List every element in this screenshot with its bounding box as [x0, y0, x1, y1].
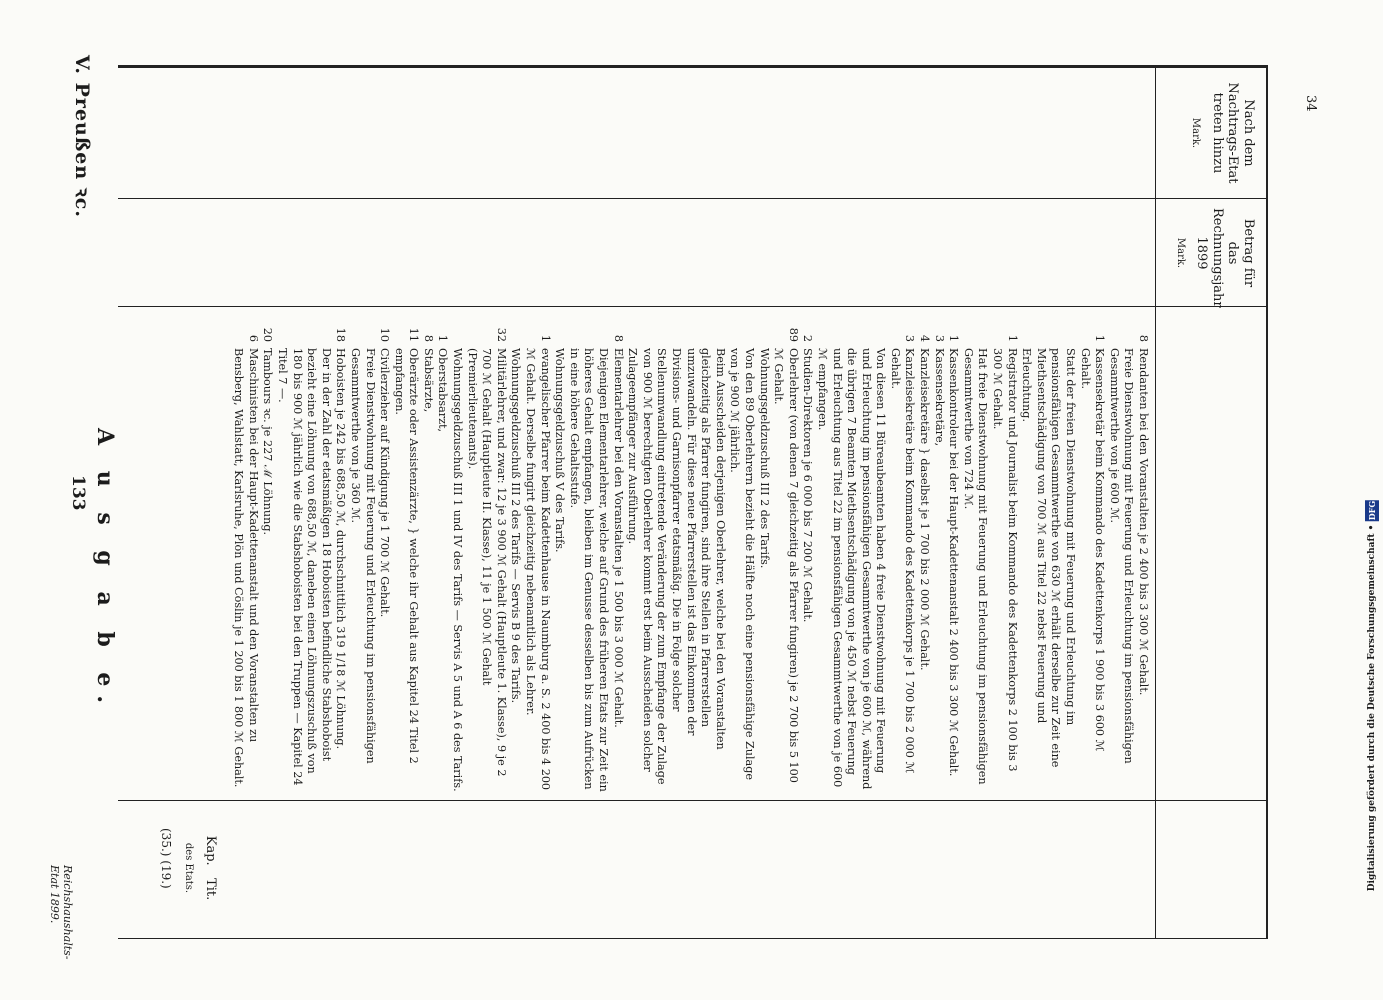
rotated-page — [46, 35, 1336, 965]
entry-line — [508, 316, 523, 794]
entry-quantity: 1 — [436, 334, 450, 342]
entry-line — [566, 316, 610, 794]
entry-quantity — [960, 316, 989, 348]
entry-text: Kanzleisekretäre beim Kommando des Kadettenkorps je 1 700 bis 2 000 ℳ Gehalt. — [888, 348, 917, 774]
entry-quantity: 20 — [261, 327, 275, 342]
entry-quantity — [1106, 316, 1135, 348]
entry-text: Militärlehrer, und zwar: 12 je 3 900 ℳ Gehalt (Hauptleute 1. Klasse), 9 je 2 700 ℳ Gehalt (Hauptleute II. Klasse), 11 je 1 500 ℳ Gehalt (Premierlieutenants). — [465, 348, 508, 777]
entry-quantity: 6 — [246, 334, 260, 342]
entry-text: Wohnungsgeldzuschuß III 1 und IV des Tarifs — Servis A 5 und A 6 des Tarifs. — [451, 348, 465, 792]
entry-text: Elementarlehrer bei den Voranstalten je 1 500 bis 3 000 ℳ Gehalt. — [611, 348, 625, 728]
entry-quantity — [274, 316, 332, 348]
entry-line — [377, 316, 392, 794]
entry-list — [130, 316, 1150, 794]
entry-line — [1077, 316, 1106, 794]
entry-quantity — [1019, 316, 1077, 348]
entry-line — [1106, 316, 1135, 794]
budget-table — [92, 65, 1268, 939]
entry-quantity — [450, 316, 465, 348]
entry-line — [1135, 316, 1150, 794]
section-header: V. Preußen ꝛc. — [71, 55, 93, 218]
entry-line — [347, 316, 376, 794]
entry-text: Der in der Zahl der etatsmäßigen 18 Hoboisten befindliche Stabshoboist bezieht eine Löhnung von 688,50 ℳ, daneben einen Löhnungszuschuß von 180 bis 900 ℳ jährlich wie die Stabshoboisten bei den Truppen — Kapitel 24 Titel 7 —. — [275, 348, 333, 786]
kap-tit-header: Kap. Tit. des Etats. — [183, 835, 218, 901]
entry-quantity: 8 — [611, 334, 625, 342]
entry-quantity: 32 — [494, 327, 508, 342]
entry-quantity: 3 — [903, 334, 917, 342]
entry-quantity: 1 — [538, 334, 552, 342]
entry-line — [960, 316, 989, 794]
entry-quantity: 10 — [378, 327, 392, 342]
ausgabe-title: A u s g a b e. — [92, 428, 118, 713]
entry-line — [610, 316, 625, 794]
entry-line — [420, 316, 435, 794]
entry-line — [814, 316, 887, 794]
entry-text: Wohnungsgeldzuschuß III 2 des Tarifs — Servis B 9 des Tarifs. — [509, 348, 523, 704]
entry-quantity — [347, 316, 376, 348]
entry-text: Kassenkontroleur bei der Haupt-Kadettenanstalt 2 400 bis 3 300 ℳ Gehalt. — [947, 348, 961, 777]
entry-line — [989, 316, 1018, 794]
entry-line — [1019, 316, 1077, 794]
entry-line — [231, 316, 260, 794]
entry-line — [333, 316, 348, 794]
entry-quantity: 2 — [801, 334, 815, 342]
entry-text: Diejenigen Elementarlehrer, welche auf Grund des früheren Etats zur Zeit ein höheres Gehalt empfangen, bleiben im Genusse desselben bis zum Aufrücken in eine höhere Gehaltsstufe. — [567, 348, 611, 792]
entry-text: Wohnungsgeldzuschuß III 2 des Tarifs. — [757, 348, 771, 569]
entry-text: Tambours ꝛc. je 227 ℳ Löhnung. — [261, 348, 275, 536]
entry-text: Registrator und Journalist beim Kommando des Kadettenkorps 2 100 bis 3 300 ℳ Gehalt. — [991, 348, 1019, 772]
entry-quantity: 89 — [786, 327, 800, 342]
entry-text: Kanzleisekretäre } daselbst je 1 700 bis 2 000 ℳ Gehalt. — [918, 348, 932, 671]
page-number: 133 — [68, 475, 88, 511]
entry-text: Civilerzieher auf Kündigung je 1 700 ℳ Gehalt. — [378, 348, 392, 618]
entry-quantity — [508, 316, 523, 348]
entry-line — [887, 316, 916, 794]
entry-text: Rendanten bei den Voranstalten je 2 400 bis 3 300 ℳ Gehalt. — [1137, 348, 1150, 696]
entry-line — [800, 316, 815, 794]
entry-line — [391, 316, 420, 794]
footer-page-number: 34 — [1303, 95, 1318, 112]
kap-tit-value: (35.) (19.) — [159, 828, 173, 889]
entry-line — [435, 316, 450, 794]
dfg-logo: DFG — [1367, 501, 1377, 521]
entry-quantity: 1 — [947, 334, 961, 342]
entry-text: Von den 89 Oberlehrern bezieht die Hälfte noch eine pensionsfähige Zulage von je 900 ℳ jährlich. — [728, 348, 756, 781]
entry-text: Hat freie Dienstwohnung mit Feuerung und Erleuchtung im pensionsfähigen Gesammtwerthe von 724 ℳ. — [961, 348, 990, 785]
entry-quantity — [727, 316, 756, 348]
footer-title: Reichshaushalts-Etat 1899. — [48, 865, 74, 960]
entry-quantity: 1 — [1093, 334, 1107, 342]
entry-text: Oberlehrer (von denen 7 gleichzeitig als Pfarrer fungiren) je 2 700 bis 5 100 ℳ Gehalt. — [772, 348, 800, 783]
entry-quantity — [552, 316, 567, 348]
entry-text: Studien-Direktoren je 6 000 bis 7 200 ℳ Gehalt. — [801, 348, 815, 623]
entry-quantity: 11 — [407, 327, 421, 342]
entry-text: Kassensekretäre, — [932, 348, 946, 447]
entry-line — [727, 316, 756, 794]
col-nachtrag-header: Nach dem Nachtrags-Etat treten hinzu Mark. — [1190, 82, 1256, 184]
entry-line — [771, 316, 800, 794]
digitization-note: Digitalisierung gefördert durch die Deutsche Forschungsgemeinschaft • DFG — [1367, 501, 1377, 892]
entry-text: Wohnungsgeldzuschuß V des Tarifs. — [553, 348, 567, 553]
entry-quantity: 18 — [334, 327, 348, 342]
entry-quantity — [566, 316, 610, 348]
entry-quantity: 1 — [1005, 334, 1019, 342]
entry-line — [931, 316, 946, 794]
entry-text: Oberärzte oder Assistenzärzte, } welche ihr Gehalt aus Kapitel 24 Titel 2 empfangen. — [392, 348, 421, 764]
entry-line — [464, 316, 508, 794]
entry-text: Statt der freien Dienstwohnung mit Feuerung und Erleuchtung im pensionsfähigen Gesammtwerthe von 630 ℳ erhält derselbe zur Zeit eine Miethsentschädigung von 700 ℳ aus Titel 22 nebst Feuerung und Erleuchtung. — [1020, 348, 1078, 768]
entry-line — [625, 316, 727, 794]
entry-quantity — [756, 316, 771, 348]
entry-quantity: 3 — [932, 334, 946, 342]
entry-text: Kassensekretär beim Kommando des Kadettenkorps 1 900 bis 3 600 ℳ Gehalt. — [1078, 348, 1107, 752]
entry-text: Von diesen 11 Büreaubeamten haben 4 freie Dienstwohnung mit Feuerung und Erleuchtung im pensionsfähigen Gesammtwerthe von je 600 ℳ, während die übrigen 7 Beamten Miethsentschädigung von je 450 ℳ nebst Feuerung und Erleuchtung aus Titel 22 im pensionsfähigen Gesammtwerthe von je 600 ℳ empfangen. — [815, 348, 888, 790]
entry-text: Freie Dienstwohnung mit Feuerung und Erleuchtung im pensionsfähigen Gesammtwerthe von je 600 ℳ. — [1107, 348, 1136, 764]
entry-text: evangelischer Pfarrer beim Kadettenhause in Naumburg a. S. 2 400 bis 4 200 ℳ Gehalt. Derselbe fungirt gleichzeitig nebenamtlich als Lehrer. — [524, 348, 552, 791]
entry-text: Beim Ausscheiden derjenigen Oberlehrer, welche bei den Voranstalten gleichzeitig als Pfarrer fungiren, sind ihre Stellen in Pfarrerstellen umzuwandeln. Für diese neue Pfarrerstellen ist das Einkommen der Divisions- und Garnisonpfarrer etatsmäßig. Die in Folge solcher Stellenumwandlung eintretende Veränderung der zum Empfange der Zulage von 900 ℳ berechtigten Oberlehrer kommt erst beim Ausscheiden solcher Zulageempfänger zur Ausführung. — [626, 348, 727, 785]
entry-line — [756, 316, 771, 794]
entry-text: Hoboisten je 242 bis 688,50 ℳ, durchschnittlich 319 1/18 ℳ Löhnung. — [334, 348, 348, 750]
entry-quantity — [625, 316, 727, 348]
entry-quantity: 8 — [1137, 334, 1150, 342]
entry-quantity: 4 — [918, 334, 932, 342]
entry-line — [552, 316, 567, 794]
entry-text: Oberstabsarzt, — [436, 348, 450, 433]
entry-text: Freie Dienstwohnung mit Feuerung und Erleuchtung im pensionsfähigen Gesammtwerthe von je 360 ℳ. — [348, 348, 377, 764]
entry-line — [260, 316, 275, 794]
entry-line — [450, 316, 465, 794]
entry-quantity: 8 — [421, 334, 435, 342]
entry-line — [946, 316, 961, 794]
entry-quantity — [814, 316, 887, 348]
entry-text: Maschinisten bei der Haupt-Kadettenanstalt und den Voranstalten zu Bensberg, Wahlstatt, Karlsruhe, Plön und Cöslin je 1 200 bis 1 800 ℳ Gehalt. — [232, 348, 260, 788]
entry-text: Stabsärzte, — [421, 348, 435, 413]
entry-line — [917, 316, 932, 794]
entry-line — [274, 316, 332, 794]
entry-line — [522, 316, 551, 794]
col-betrag-header: Betrag für das Rechnungsjahr 1899 Mark. — [1174, 208, 1256, 308]
